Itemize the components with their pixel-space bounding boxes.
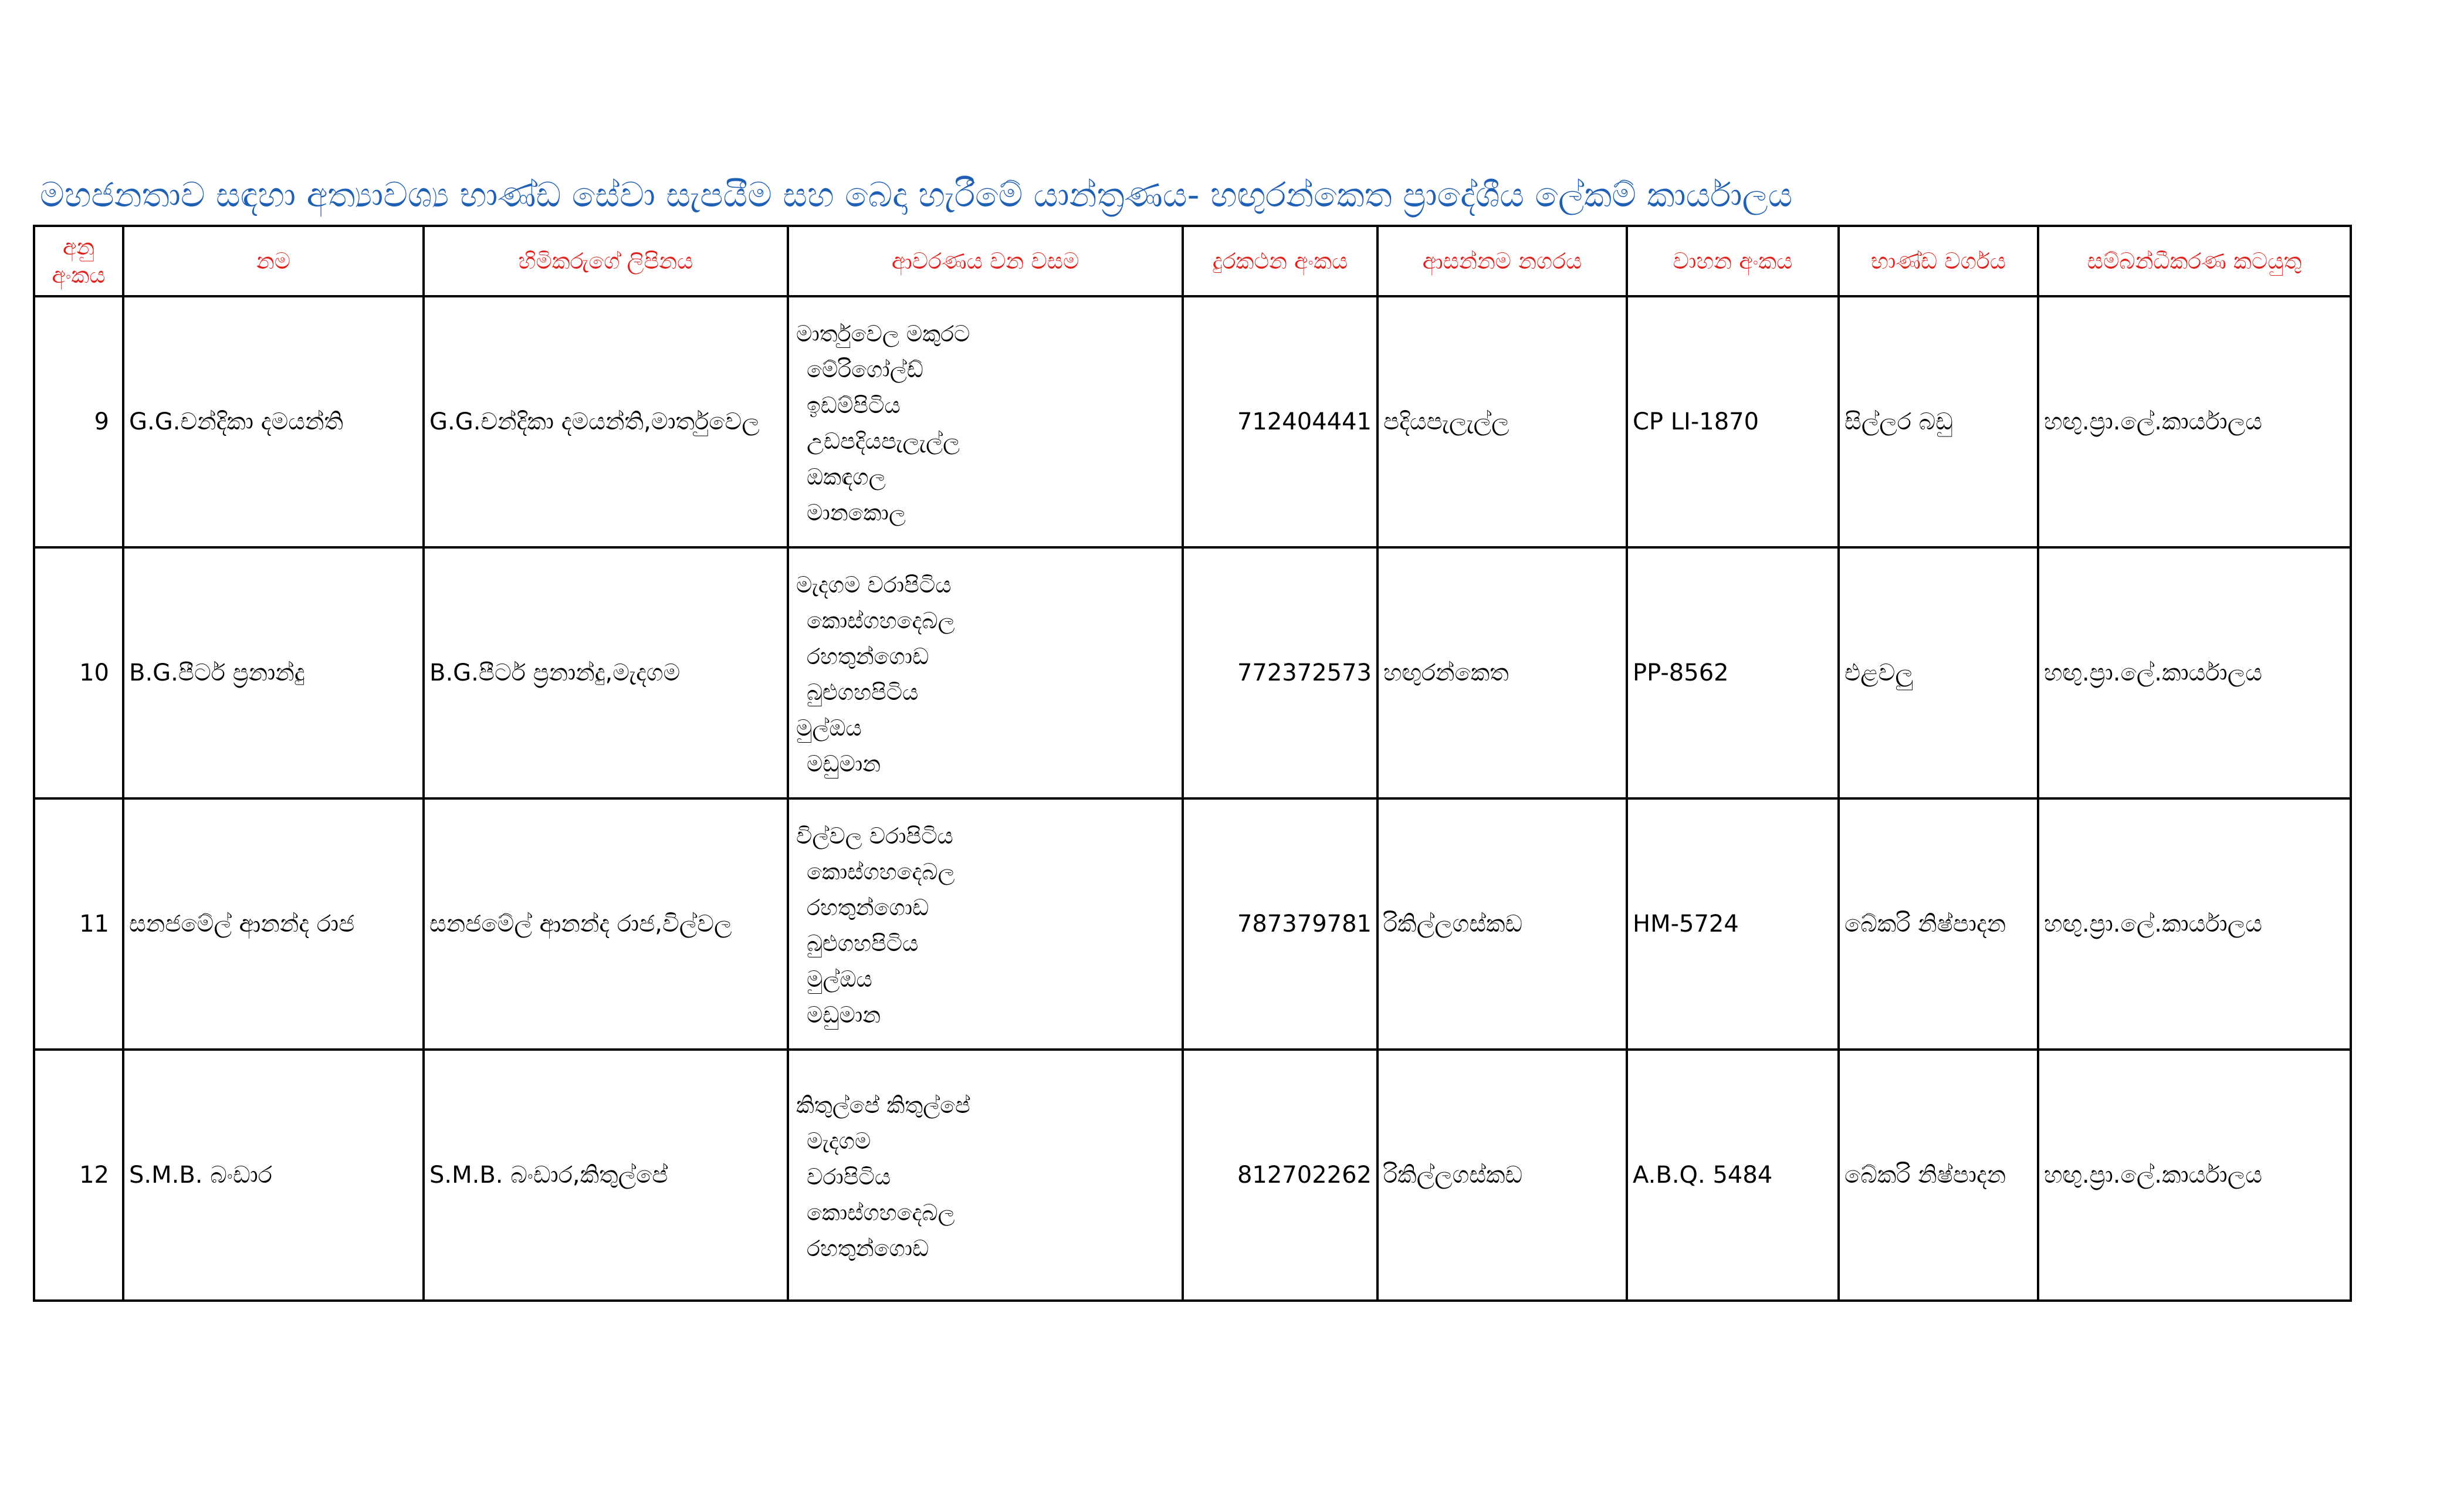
cell-name: S.M.B. බංඩාර bbox=[123, 1050, 424, 1301]
cell-goods-type: සිල්ලර බඩු bbox=[1839, 296, 2038, 547]
area-item: උඩපදියපැලැල්ල bbox=[807, 428, 960, 454]
cell-nearest-town: රිකිල්ලගස්කඩ bbox=[1377, 1050, 1627, 1301]
header-row bbox=[34, 226, 2351, 296]
cell-goods-type: බේකරි නිෂ්පාදන bbox=[1839, 798, 2038, 1050]
area-item: කොස්ගහදෙබල bbox=[807, 608, 955, 634]
cell-serial-no: 11 bbox=[34, 798, 123, 1050]
cell-coverage-area bbox=[788, 1050, 1183, 1301]
area-item: බුළුගහපිටිය bbox=[807, 679, 919, 705]
area-item: ඉඩම්පිටිය bbox=[807, 392, 901, 418]
cell-name: B.G.පීටර් ප්‍රනාන්දු bbox=[123, 547, 424, 798]
cell-vehicle-no: CP LI-1870 bbox=[1627, 296, 1839, 547]
cell-vehicle-no: PP-8562 bbox=[1627, 547, 1839, 798]
header-name: නම bbox=[123, 226, 424, 296]
cell-vehicle-no: HM-5724 bbox=[1627, 798, 1839, 1050]
cell-phone: 772372573 bbox=[1183, 547, 1377, 798]
area-item: මේරිගෝල්ඩ් bbox=[807, 357, 923, 383]
header-vehicle-no: වාහන අංකය bbox=[1627, 226, 1839, 296]
area-item: මානකොල bbox=[807, 500, 906, 526]
cell-owner-address: S.M.B. බංඩාර,කිතුල්පේ bbox=[424, 1050, 788, 1301]
cell-owner-address: B.G.පීටර් ප්‍රනාන්දු,මැදගම bbox=[424, 547, 788, 798]
area-item: මැදගම වරාපිටිය bbox=[796, 572, 952, 598]
area-item: වරාපිටිය bbox=[807, 1163, 891, 1190]
cell-coordination: හඟු.ප්‍රා.ලේ.කාර්යාලය bbox=[2038, 296, 2351, 547]
cell-nearest-town: පදියපැලැල්ල bbox=[1377, 296, 1627, 547]
table-row bbox=[34, 547, 2351, 798]
cell-coverage-area bbox=[788, 798, 1183, 1050]
area-item: ඔකඳගල bbox=[807, 464, 886, 490]
table-row bbox=[34, 296, 2351, 547]
area-item: රහතුන්ගොඩ bbox=[807, 644, 929, 669]
cell-goods-type: එළවලු bbox=[1839, 547, 2038, 798]
distribution-table bbox=[33, 225, 2352, 1302]
cell-coordination: හඟු.ප්‍රා.ලේ.කාර්යාලය bbox=[2038, 1050, 2351, 1301]
area-item: මඩුමාන bbox=[807, 1002, 881, 1028]
cell-phone: 787379781 bbox=[1183, 798, 1377, 1050]
cell-phone: 812702262 bbox=[1183, 1050, 1377, 1301]
header-nearest-town: ආසන්නම නගරය bbox=[1377, 226, 1627, 296]
area-item: රහතුන්ගොඩ bbox=[807, 1235, 929, 1261]
cell-owner-address: G.G.චන්දිකා දමයන්ති,මාර්තුවෙල bbox=[424, 296, 788, 547]
document-title: මහජනතාව සඳහා අත්‍යාවශ්‍ය භාණ්ඩ සේවා සැපයීම සහ බෙදා හැරීමේ යාන්ත්‍රණය- හඟුරන්කෙත ප්‍රාදේශීය ලේකම් කාර්යාලය bbox=[40, 175, 1793, 215]
area-item: මාර්තුවෙල මකුරට bbox=[796, 321, 970, 347]
area-item: කොස්ගහදෙබල bbox=[807, 1199, 955, 1226]
cell-name: G.G.චන්දිකා දමයන්ති bbox=[123, 296, 424, 547]
cell-phone: 712404441 bbox=[1183, 296, 1377, 547]
cell-serial-no: 12 bbox=[34, 1050, 123, 1301]
area-item: විල්වල වරාපිටිය bbox=[796, 823, 953, 849]
area-item: රහතුන්ගොඩ bbox=[807, 895, 929, 920]
cell-name: සනජමේල් ආනන්ද රාජ bbox=[123, 798, 424, 1050]
cell-coordination: හඟු.ප්‍රා.ලේ.කාර්යාලය bbox=[2038, 798, 2351, 1050]
area-item: මඩුමාන bbox=[807, 751, 881, 777]
cell-nearest-town: රිකිල්ලගස්කඩ bbox=[1377, 798, 1627, 1050]
header-coordination: සම්බන්ධීකරණ කටයුතු bbox=[2038, 226, 2351, 296]
cell-owner-address: සනජමේල් ආනන්ද රාජ,විල්වල bbox=[424, 798, 788, 1050]
header-phone: දුරකථන අංකය bbox=[1183, 226, 1377, 296]
cell-coverage-area bbox=[788, 547, 1183, 798]
cell-serial-no: 9 bbox=[34, 296, 123, 547]
cell-vehicle-no: A.B.Q. 5484 bbox=[1627, 1050, 1839, 1301]
area-item: මුල්ඔය bbox=[796, 715, 862, 741]
header-goods-type: භාණ්ඩ වර්ගය bbox=[1839, 226, 2038, 296]
cell-goods-type: බේකරි නිෂ්පාදන bbox=[1839, 1050, 2038, 1301]
cell-coverage-area bbox=[788, 296, 1183, 547]
table-row bbox=[34, 798, 2351, 1050]
area-item: කිතුල්පේ කිතුල්පේ bbox=[796, 1092, 970, 1118]
header-coverage-area: ආවරණය වන වසම bbox=[788, 226, 1183, 296]
area-item: කොස්ගහදෙබල bbox=[807, 859, 955, 885]
table-row bbox=[34, 1050, 2351, 1301]
header-serial-no: අනු අංකය bbox=[34, 226, 123, 296]
cell-serial-no: 10 bbox=[34, 547, 123, 798]
cell-nearest-town: හඟුරන්කෙත bbox=[1377, 547, 1627, 798]
header-owner-address: හිමිකරුගේ ලිපිනය bbox=[424, 226, 788, 296]
area-item: මුල්ඔය bbox=[807, 966, 872, 992]
cell-coordination: හඟු.ප්‍රා.ලේ.කාර්යාලය bbox=[2038, 547, 2351, 798]
area-item: මැදගම bbox=[807, 1128, 871, 1154]
area-item: බුළුගහපිටිය bbox=[807, 930, 919, 956]
